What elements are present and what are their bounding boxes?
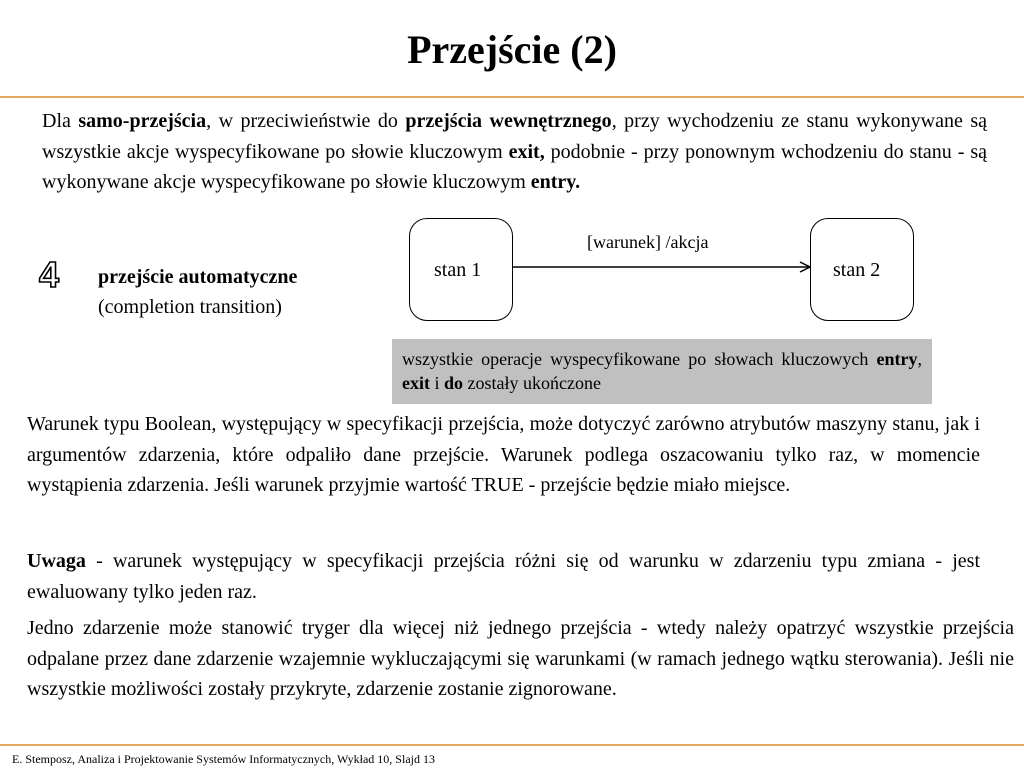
transition-arrow [513,256,813,280]
top-divider [0,96,1024,98]
intro-bold-exit: exit, [508,140,545,163]
intro-bold-internal-transition: przejścia wewnętrznego [405,110,612,132]
guard-condition-paragraph: Warunek typu Boolean, występujący w specyfikacji przejścia, może dotyczyć zarówno atrybutów maszyny stanu, jak i argumentów zdarzenia, które odpaliło dane przejście. Warunek podlega oszacowaniu tylko raz, w momencie wystąpienia zdarzenia. Jeśli warunek przyjmie wartość TRUE - przejście będzie miało miejsce. [27,413,980,496]
state-box-2 [810,218,914,321]
state-box-1 [409,218,513,321]
outlined-number-4-icon [30,258,68,292]
note-paragraph [27,546,980,607]
transition-label: [warunek] /akcja [587,232,709,252]
completion-transition-subtitle: (completion transition) [98,296,282,318]
intro-text-4: podobnie - przy ponownym wchodzeniu do stanu - są wykonywane akcje wyspecyfikowane po słowie kluczowym [42,140,987,193]
note-text-3: i [429,373,444,393]
note-text-4: zostały ukończone [463,373,601,393]
note-bold-entry: entry [876,349,918,369]
note-bold-do: do [444,373,464,393]
completion-transition-title: przejście automatyczne [98,266,298,288]
bullet-number: 4 [38,258,60,292]
state-2-label: stan 2 [833,259,881,281]
completion-transition-label [98,262,297,322]
intro-text-3: , przy wychodzeniu ze stanu wykonywane są wszystkie akcje wyspecyfikowane po słowie kluczowym [42,110,987,163]
intro-text-1: Dla [42,110,79,132]
slide-footer: E. Stemposz, Analiza i Projektowanie Systemów Informatycznych, Wykład 10, Slajd 13 [12,752,435,766]
note-text-1: wszystkie operacje wyspecyfikowane po słowach kluczowych [402,349,877,369]
note-text-2: , [917,349,922,369]
intro-paragraph [42,106,987,198]
note-bold-exit: exit [402,373,430,393]
state-1-label: stan 1 [434,259,482,281]
bottom-divider [0,744,1024,746]
uwaga-label: Uwaga [27,550,86,572]
slide-title: Przejście (2) [407,27,617,72]
completion-note-box [392,339,932,404]
uwaga-text: - warunek występujący w specyfikacji przejścia różni się od warunku w zdarzeniu typu zmiana - jest ewaluowany tylko jeden raz. [27,550,980,603]
intro-text-2: , w przeciwieństwie do [206,110,406,132]
intro-bold-entry: entry. [530,171,581,193]
intro-bold-self-transition: samo-przejścia [78,110,207,132]
trigger-paragraph: Jedno zdarzenie może stanowić tryger dla więcej niż jednego przejścia - wtedy należy opatrzyć wszystkie przejścia odpalane przez dane zdarzenie wzajemnie wykluczającymi się warunkami (w ramach jednego wątku sterowania). Jeśli nie wszystkie możliwości zostały przykryte, zdarzenie zostanie zignorowane. [27,617,1014,700]
